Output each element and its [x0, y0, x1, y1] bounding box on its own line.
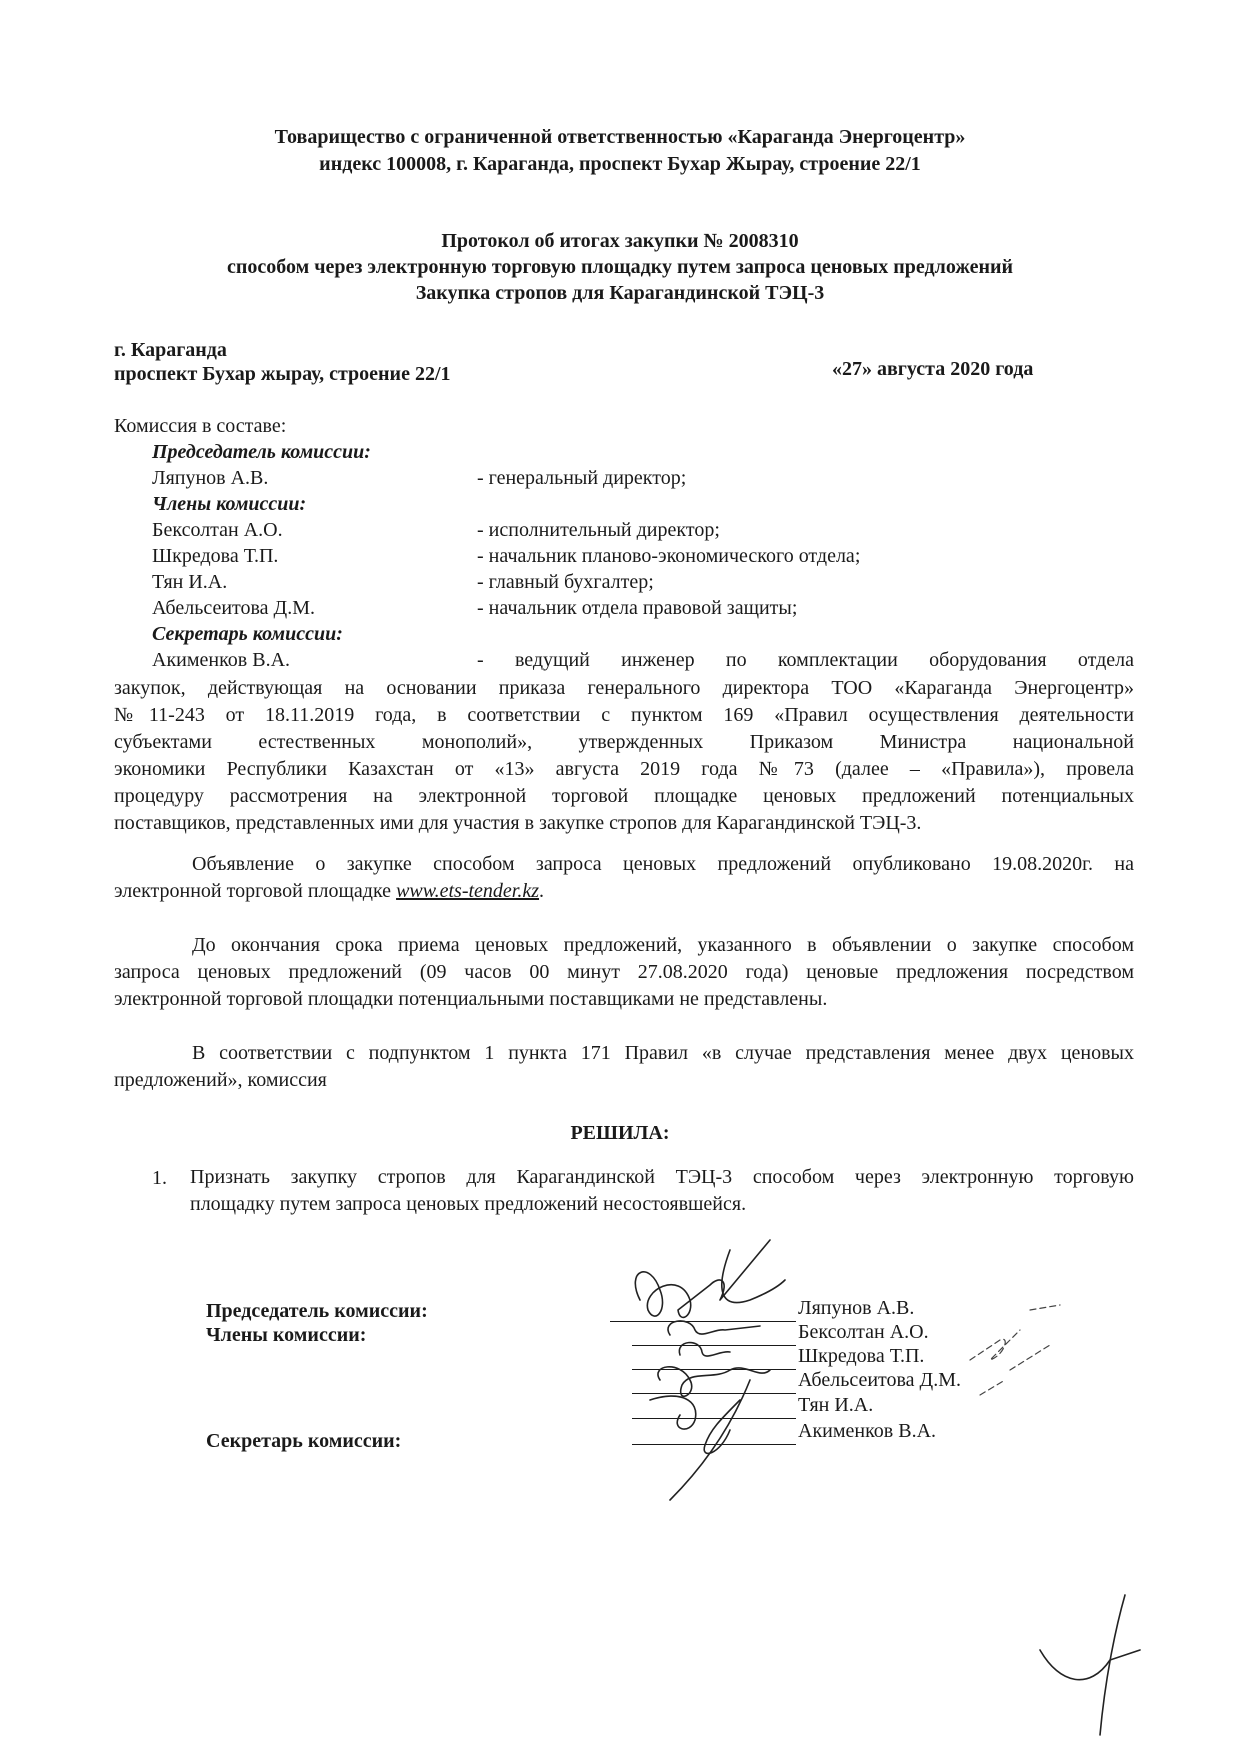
member-name: Шкредова Т.П. — [152, 545, 279, 567]
member-role: - главный бухгалтер; — [477, 571, 654, 593]
signature-stroke — [980, 1380, 1005, 1395]
text-line: субъектами естественных монополий», утвержденных Приказом Министра национальной — [114, 731, 1134, 753]
member-role: - исполнительный директор; — [477, 519, 720, 541]
secretary-role: - ведущий инженер по комплектации оборудования отдела — [477, 649, 1134, 671]
city: г. Караганда — [114, 339, 227, 361]
text-line-prefix: электронной торговой площадке — [114, 880, 397, 902]
decision-heading: РЕШИЛА: — [570, 1122, 670, 1144]
member-role: - начальник отдела правовой защиты; — [477, 597, 798, 619]
signatory-name: Акименков В.А. — [798, 1420, 937, 1442]
signature-stroke — [722, 1250, 785, 1303]
protocol-subject: Закупка стропов для Карагандинской ТЭЦ-3 — [415, 282, 825, 304]
signature-stroke — [650, 1396, 696, 1429]
text-line: закупок, действующая на основании приказа генерального директора ТОО «Караганда Энергоцентр» — [114, 677, 1134, 699]
signature-stroke — [1100, 1595, 1125, 1735]
signature-stroke — [704, 1400, 740, 1453]
protocol-title: Протокол об итогах закупки № 2008310 — [441, 230, 799, 252]
text-line: электронной торговой площадки потенциальными поставщиками не представлены. — [114, 988, 828, 1010]
text-line: Признать закупку стропов для Карагандинской ТЭЦ-3 способом через электронную торговую — [190, 1166, 1134, 1188]
text-line: В соответствии с подпунктом 1 пункта 171 Правил «в случае представления менее двух ценовых — [192, 1042, 1134, 1064]
protocol-date: «27» августа 2020 года — [832, 358, 1034, 380]
chair-name: Ляпунов А.В. — [152, 467, 269, 489]
signatory-name: Ляпунов А.В. — [798, 1297, 915, 1319]
signature-stroke — [658, 1367, 770, 1396]
signatory-name: Шкредова Т.П. — [798, 1345, 925, 1367]
signature-stroke — [635, 1240, 770, 1317]
ets-tender-link[interactable]: www.ets-tender.kz — [396, 880, 540, 902]
announcement-paragraph — [114, 851, 1134, 905]
signature-chair-label: Председатель комиссии: — [206, 1300, 428, 1322]
signature-stroke — [1030, 1305, 1060, 1310]
text-line: предложений», комиссия — [114, 1069, 327, 1091]
signature-stroke — [1010, 1345, 1050, 1370]
decision-item — [190, 1164, 1134, 1218]
decision-number: 1. — [152, 1167, 167, 1189]
members-heading: Члены комиссии: — [152, 493, 307, 515]
text-line: поставщиков, представленных ими для участия в закупке стропов для Карагандинской ТЭЦ-3. — [114, 812, 922, 834]
member-name: Абельсеитова Д.М. — [152, 597, 315, 619]
signatory-name: Тян И.А. — [798, 1394, 874, 1416]
signature-stroke — [679, 1343, 730, 1356]
secretary-name: Акименков В.А. — [152, 649, 291, 671]
member-name: Бексолтан А.О. — [152, 519, 283, 541]
text-line: экономики Республики Казахстан от «13» августа 2019 года №73 (далее – «Правила»), провела — [114, 758, 1134, 780]
secretary-heading: Секретарь комиссии: — [152, 623, 343, 645]
signatory-name: Бексолтан А.О. — [798, 1321, 929, 1343]
commission-intro: Комиссия в составе: — [114, 415, 287, 437]
text-line: №11-243 от 18.11.2019 года, в соответствии с пунктом 169 «Правил осуществления деятельности — [114, 704, 1134, 726]
address: проспект Бухар жырау, строение 22/1 — [114, 363, 451, 385]
chair-heading: Председатель комиссии: — [152, 441, 371, 463]
text-line — [114, 878, 1134, 905]
protocol-method: способом через электронную торговую площадку путем запроса ценовых предложений — [226, 256, 1014, 278]
handwritten-signatures — [620, 1230, 800, 1510]
deadline-paragraph — [114, 932, 1134, 1013]
signature-stroke — [970, 1330, 1020, 1360]
text-line: площадку путем запроса ценовых предложений несостоявшейся. — [190, 1193, 747, 1215]
signature-members-label: Члены комиссии: — [206, 1324, 367, 1346]
signature-stroke — [1040, 1650, 1140, 1680]
organization-address: индекс 100008, г. Караганда, проспект Бухар Жырау, строение 22/1 — [319, 153, 921, 175]
member-name: Тян И.А. — [152, 571, 228, 593]
text-line: запроса ценовых предложений (09 часов 00 минут 27.08.2020 года) ценовые предложения посредством — [114, 961, 1134, 983]
handwritten-signatures — [960, 1300, 1070, 1410]
text-line: процедуру рассмотрения на электронной торговой площадке ценовых предложений потенциальных — [114, 785, 1134, 807]
text-line: Объявление о закупке способом запроса ценовых предложений опубликовано 19.08.2020г. на — [192, 853, 1134, 875]
signatory-name: Абельсеитова Д.М. — [798, 1369, 961, 1391]
secretary-details — [114, 675, 1134, 837]
handwritten-initials — [1030, 1590, 1150, 1740]
text-line-suffix: . — [539, 880, 545, 902]
signature-stroke — [668, 1321, 760, 1335]
text-line: До окончания срока приема ценовых предложений, указанного в объявлении о закупке способом — [192, 934, 1134, 956]
rule-paragraph — [114, 1040, 1134, 1094]
signature-secretary-label: Секретарь комиссии: — [206, 1430, 402, 1452]
chair-role: - генеральный директор; — [477, 467, 687, 489]
member-role: - начальник планово-экономического отдела; — [477, 545, 861, 567]
organization-name: Товарищество с ограниченной ответственностью «Караганда Энергоцентр» — [274, 126, 966, 148]
